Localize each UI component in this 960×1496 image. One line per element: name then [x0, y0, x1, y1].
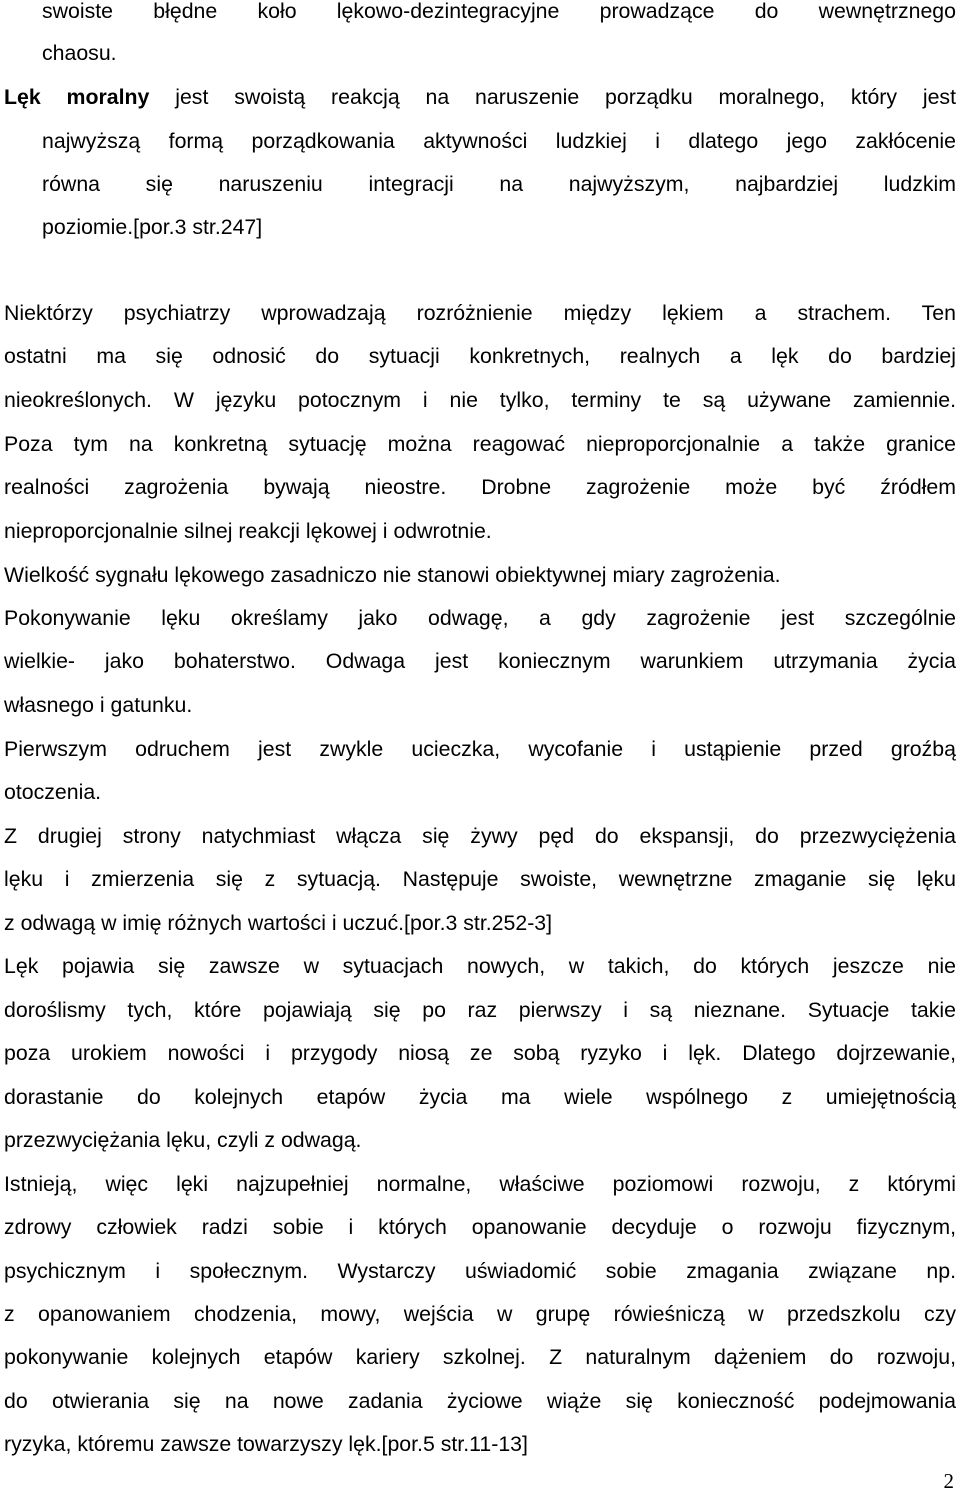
- text-line: wielkie- jako bohaterstwo. Odwaga jest koniecznym warunkiem utrzymania życia: [4, 649, 956, 673]
- text-line: najwyższą formą porządkowania aktywności ludzkiej i dlatego jego zakłócenie: [42, 129, 956, 153]
- text-line: zdrowy człowiek radzi sobie i których opanowanie decyduje o rozwoju fizycznym,: [4, 1215, 956, 1239]
- text-line: poza urokiem nowości i przygody niosą ze sobą ryzyko i lęk. Dlatego dojrzewanie,: [4, 1041, 956, 1065]
- text-line: Lęk pojawia się zawsze w sytuacjach nowych, w takich, do których jeszcze nie: [4, 954, 956, 978]
- text-line: Z drugiej strony natychmiast włącza się żywy pęd do ekspansji, do przezwyciężenia: [4, 824, 956, 848]
- text-line: Niektórzy psychiatrzy wprowadzają rozróżnienie między lękiem a strachem. Ten: [4, 301, 956, 325]
- text-line: do otwierania się na nowe zadania życiowe wiąże się konieczność podejmowania: [4, 1389, 956, 1413]
- text-line: [4, 82, 956, 112]
- text-line: realności zagrożenia bywają nieostre. Drobne zagrożenie może być źródłem: [4, 475, 956, 499]
- text-line: chaosu.: [42, 41, 117, 65]
- text-line: Wielkość sygnału lękowego zasadniczo nie stanowi obiektywnej miary zagrożenia.: [4, 563, 781, 587]
- text-line: własnego i gatunku.: [4, 693, 193, 717]
- term-bold: Lęk moralny: [4, 85, 150, 109]
- text-line: Poza tym na konkretną sytuację można reagować nieproporcjonalnie a także granice: [4, 432, 956, 456]
- text-line: równa się naruszeniu integracji na najwyższym, najbardziej ludzkim: [42, 172, 956, 196]
- text-line: przezwyciężania lęku, czyli z odwagą.: [4, 1128, 362, 1152]
- text-line: psychicznym i społecznym. Wystarczy uświadomić sobie zmagania związane np.: [4, 1259, 956, 1283]
- text-line: Istnieją, więc lęki najzupełniej normalne, właściwe poziomowi rozwoju, z którymi: [4, 1172, 956, 1196]
- text-line: otoczenia.: [4, 780, 102, 804]
- text-line: nieproporcjonalnie silnej reakcji lękowej i odwrotnie.: [4, 519, 492, 543]
- text-line-rest: jest swoistą reakcją na naruszenie porządku moralnego, który jest: [149, 85, 957, 109]
- text-line: Pokonywanie lęku określamy jako odwagę, a gdy zagrożenie jest szczególnie: [4, 606, 956, 630]
- text-line: ryzyka, któremu zawsze towarzyszy lęk.[por.5 str.11-13]: [4, 1432, 528, 1456]
- text-line: z odwagą w imię różnych wartości i uczuć.[por.3 str.252-3]: [4, 911, 553, 935]
- text-line: doroślismy tych, które pojawiają się po raz pierwszy i są nieznane. Sytuacje takie: [4, 998, 956, 1022]
- text-line: poziomie.[por.3 str.247]: [42, 215, 263, 239]
- text-line: nieokreślonych. W języku potocznym i nie tylko, terminy te są używane zamiennie.: [4, 388, 956, 412]
- page-number: 2: [943, 1469, 954, 1493]
- text-line: ostatni ma się odnosić do sytuacji konkretnych, realnych a lęk do bardziej: [4, 344, 956, 368]
- text-line: pokonywanie kolejnych etapów kariery szkolnej. Z naturalnym dążeniem do rozwoju,: [4, 1345, 956, 1369]
- text-line: z opanowaniem chodzenia, mowy, wejścia w grupę rówieśniczą w przedszkolu czy: [4, 1302, 956, 1326]
- text-line: Pierwszym odruchem jest zwykle ucieczka, wycofanie i ustąpienie przed groźbą: [4, 737, 956, 761]
- text-line: dorastanie do kolejnych etapów życia ma wiele wspólnego z umiejętnością: [4, 1085, 956, 1109]
- text-line: lęku i zmierzenia się z sytuacją. Następuje swoiste, wewnętrzne zmaganie się lęku: [4, 867, 956, 891]
- text-line: swoiste błędne koło lękowo-dezintegracyjne prowadzące do wewnętrznego: [42, 0, 956, 23]
